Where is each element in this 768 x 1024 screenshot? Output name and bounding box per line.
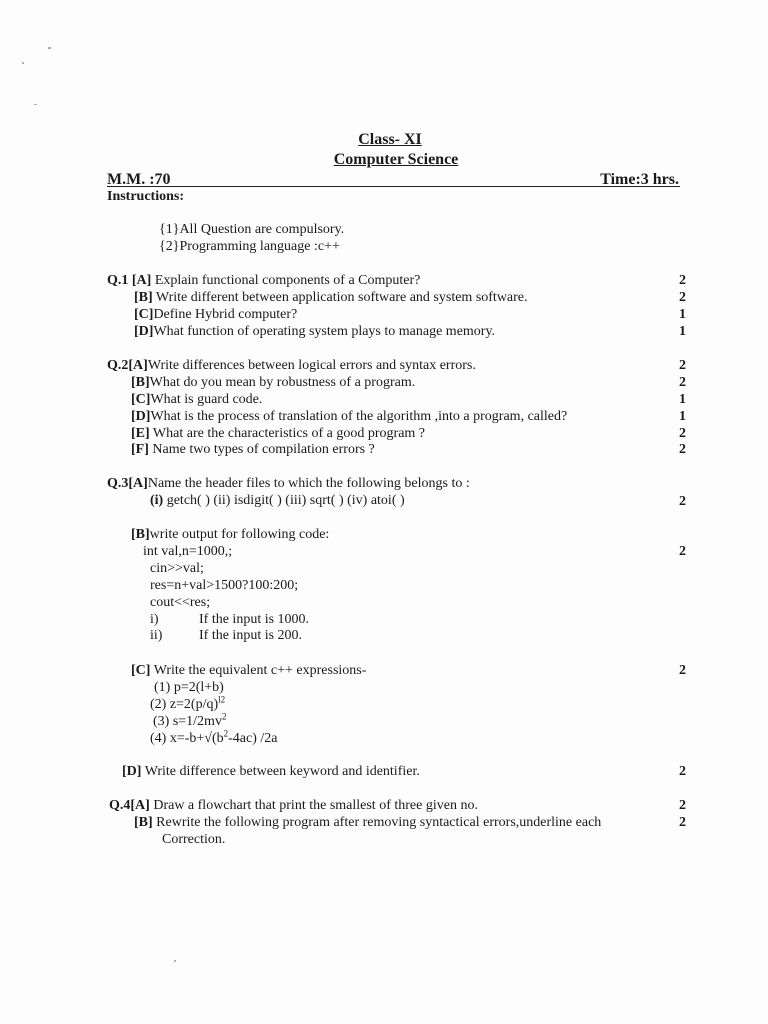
question-2d [131,409,567,425]
function-list: getch( ) (ii) isdigit( ) (iii) sqrt( ) (iv) atoi( ) [166,493,405,508]
marks: 1 [679,392,686,407]
expression-text: (3) s=1/2mv [153,714,222,729]
question-2f [131,442,375,458]
case-number: i) [150,612,159,627]
question-text: Write differences between logical errors and syntax errors. [147,358,476,373]
header-rule [107,186,680,187]
question-3a-items [150,493,405,509]
question-2c [131,392,262,408]
marks: 2 [679,494,686,509]
expression-1: (1) p=2(l+b) [154,680,224,695]
part-label: [B] [134,290,153,305]
code-line: cin>>val; [150,561,204,576]
scan-speck [48,47,51,49]
question-4b [134,815,601,831]
part-label: [A] [131,273,152,288]
question-number: Q.4 [109,798,131,813]
instruction-item: {1}All Question are compulsory. [159,222,345,237]
part-label: [F] [131,442,149,457]
case-text: If the input is 200. [199,628,303,643]
scan-speck [174,960,176,962]
marks: 2 [679,358,686,373]
scan-speck [34,104,37,105]
question-text: Define Hybrid computer? [153,307,298,322]
subject-title: Computer Science [333,151,459,168]
marks: 1 [679,307,686,322]
part-label: [D] [122,764,142,779]
expression-3 [153,711,227,730]
question-4a [109,798,478,814]
part-label: [A] [130,798,150,813]
exponent: 2 [223,728,229,739]
part-label: [A] [128,358,148,373]
max-marks: M.M. :70 [107,171,171,188]
expression-text: (4) x=-b+√(b [150,731,224,746]
marks: 2 [679,764,686,779]
question-1d [134,324,495,340]
part-label: [D] [131,409,151,424]
case-number: ii) [150,628,163,643]
marks: 1 [679,324,686,339]
marks: 2 [679,273,686,288]
exponent: 2 [221,711,227,722]
question-1b [134,290,528,306]
question-3c [131,663,366,679]
expression-2 [150,694,226,713]
exam-time: Time:3 hrs. [600,171,679,188]
question-text: Write the equivalent c++ expressions- [153,663,367,678]
part-label: [C] [131,663,151,678]
question-2b [131,375,415,391]
part-label: [B] [131,527,150,542]
marks: 2 [679,290,686,305]
marks: 2 [679,544,686,559]
expression-text: -4ac) /2a [228,731,278,746]
part-label: [A] [128,476,148,491]
question-text: What do you mean by robustness of a program. [149,375,416,390]
question-text: What are the characteristics of a good program ? [152,426,426,441]
expression-4 [150,728,278,747]
question-4b-continuation: Correction. [162,832,226,847]
question-number: Q.2 [107,358,129,373]
question-2e [131,426,425,442]
part-label: [C] [134,307,154,322]
question-text: Name the header files to which the following belongs to : [147,476,470,491]
marks: 2 [679,798,686,813]
question-text: What is the process of translation of the algorithm ,into a program, called? [150,409,568,424]
class-title: Class- XI [358,131,422,148]
question-text: What function of operating system plays to manage memory. [153,324,496,339]
question-3d [122,764,420,780]
exponent: l2 [218,694,226,705]
question-number: Q.1 [107,273,129,288]
question-2a [107,358,476,374]
code-line: res=n+val>1500?100:200; [150,578,299,593]
sub-item-label: (i) [150,493,164,508]
part-label: [C] [131,392,151,407]
scan-speck [22,62,24,64]
question-1c [134,307,297,323]
marks: 2 [679,375,686,390]
part-label: [D] [134,324,154,339]
instructions-label: Instructions: [107,189,185,204]
part-label: [B] [134,815,153,830]
question-text: Write difference between keyword and identifier. [144,764,420,779]
question-text: Write different between application software and system software. [155,290,528,305]
question-text: What is guard code. [150,392,263,407]
marks: 1 [679,409,686,424]
question-text: Name two types of compilation errors ? [152,442,375,457]
question-text: Explain functional components of a Computer? [154,273,421,288]
part-label: [E] [131,426,150,441]
marks: 2 [679,442,686,457]
instruction-item: {2}Programming language :c++ [159,239,340,254]
marks: 2 [679,663,686,678]
code-line: int val,n=1000,; [143,544,233,559]
code-line: cout<<res; [150,595,211,610]
question-text: write output for following code: [149,527,330,542]
marks: 2 [679,426,686,441]
question-text: Rewrite the following program after removing syntactical errors,underline each [156,815,602,830]
question-1a [107,273,420,289]
question-number: Q.3 [107,476,129,491]
question-text: Draw a flowchart that print the smallest of three given no. [153,798,478,813]
question-3a [107,476,470,492]
question-3b [131,527,329,543]
part-label: [B] [131,375,150,390]
expression-text: (2) z=2(p/q) [150,697,219,712]
case-text: If the input is 1000. [199,612,310,627]
marks: 2 [679,815,686,830]
